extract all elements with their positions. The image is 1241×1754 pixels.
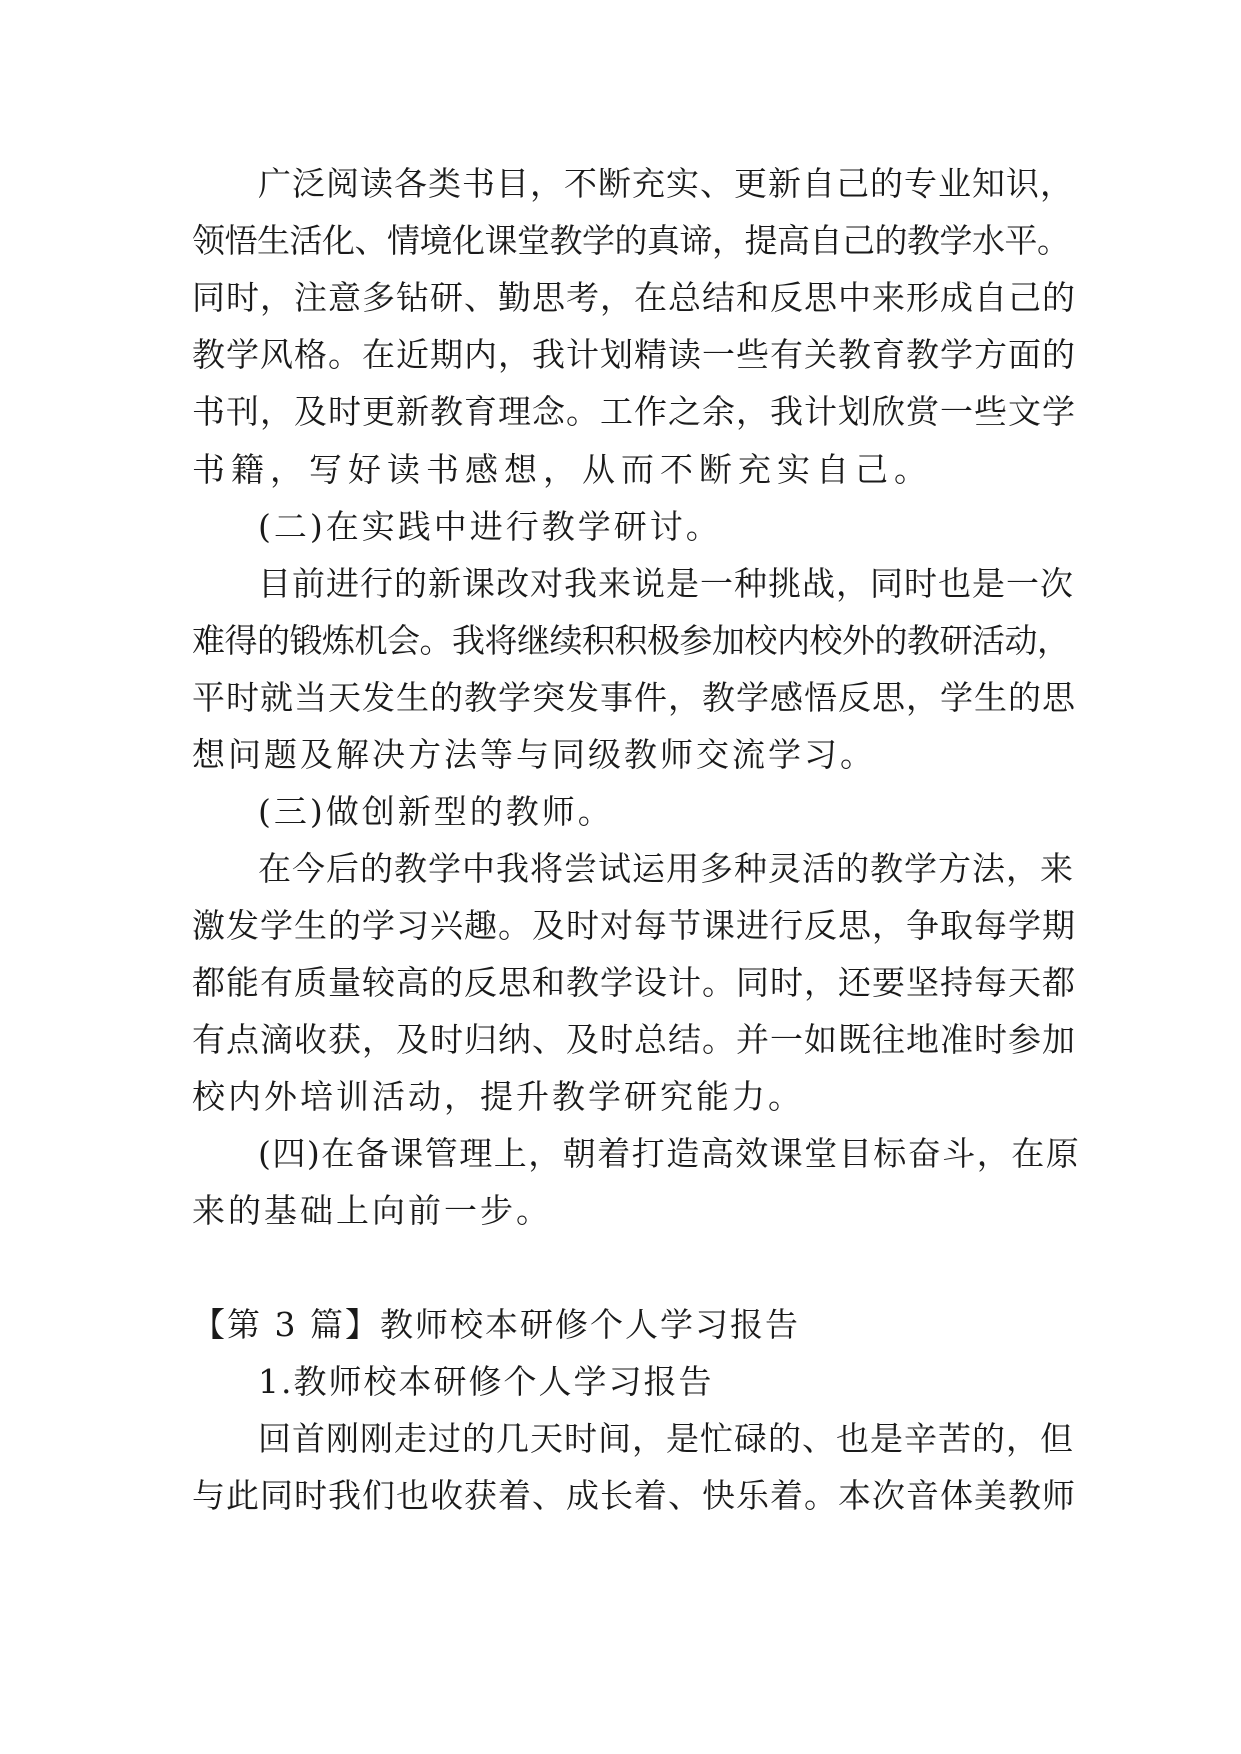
paragraph-line: 教学风格。在近期内，我计划精读一些有关教育教学方面的 (192, 335, 1076, 374)
paragraph-line: 激发学生的学习兴趣。及时对每节课进行反思，争取每学期 (192, 906, 1076, 945)
paragraph-line: 广泛阅读各类书目，不断充实、更新自己的专业知识， (258, 164, 1074, 203)
paragraph-line: 在今后的教学中我将尝试运用多种灵活的教学方法，来 (258, 849, 1074, 888)
paragraph-line: 回首刚刚走过的几天时间，是忙碌的、也是辛苦的，但 (258, 1419, 1074, 1458)
paragraph-line: 同时，注意多钻研、勤思考，在总结和反思中来形成自己的 (192, 278, 1076, 317)
paragraph-line: 目前进行的新课改对我来说是一种挑战，同时也是一次 (258, 564, 1074, 603)
paragraph-line: 都能有质量较高的反思和教学设计。同时，还要坚持每天都 (192, 963, 1076, 1002)
section-heading-2: (二)在实践中进行教学研讨。 (258, 507, 722, 546)
paragraph-line: 难得的锻炼机会。我将继续积积极参加校内校外的教研活动， (192, 621, 1070, 660)
article-heading: 【第 3 篇】教师校本研修个人学习报告 (192, 1305, 800, 1344)
paragraph-line: 与此同时我们也收获着、成长着、快乐着。本次音体美教师 (192, 1476, 1076, 1515)
article-subheading: 1.教师校本研修个人学习报告 (258, 1362, 714, 1401)
paragraph-line: 书刊，及时更新教育理念。工作之余，我计划欣赏一些文学 (192, 392, 1076, 431)
section-heading-4: (四)在备课管理上，朝着打造高效课堂目标奋斗，在原 (258, 1134, 1081, 1173)
paragraph-line: 校内外培训活动，提升教学研究能力。 (192, 1077, 804, 1116)
paragraph-line: 书籍，写好读书感想，从而不断充实自己。 (192, 450, 933, 489)
paragraph-line: 领悟生活化、情境化课堂教学的真谛，提高自己的教学水平。 (192, 221, 1070, 260)
section-heading-3: (三)做创新型的教师。 (258, 792, 614, 831)
paragraph-line: 有点滴收获，及时归纳、及时总结。并一如既往地准时参加 (192, 1020, 1076, 1059)
paragraph-line: 想问题及解决方法等与同级教师交流学习。 (192, 735, 876, 774)
paragraph-line: 平时就当天发生的教学突发事件，教学感悟反思，学生的思 (192, 678, 1076, 717)
paragraph-line: 来的基础上向前一步。 (192, 1191, 552, 1230)
